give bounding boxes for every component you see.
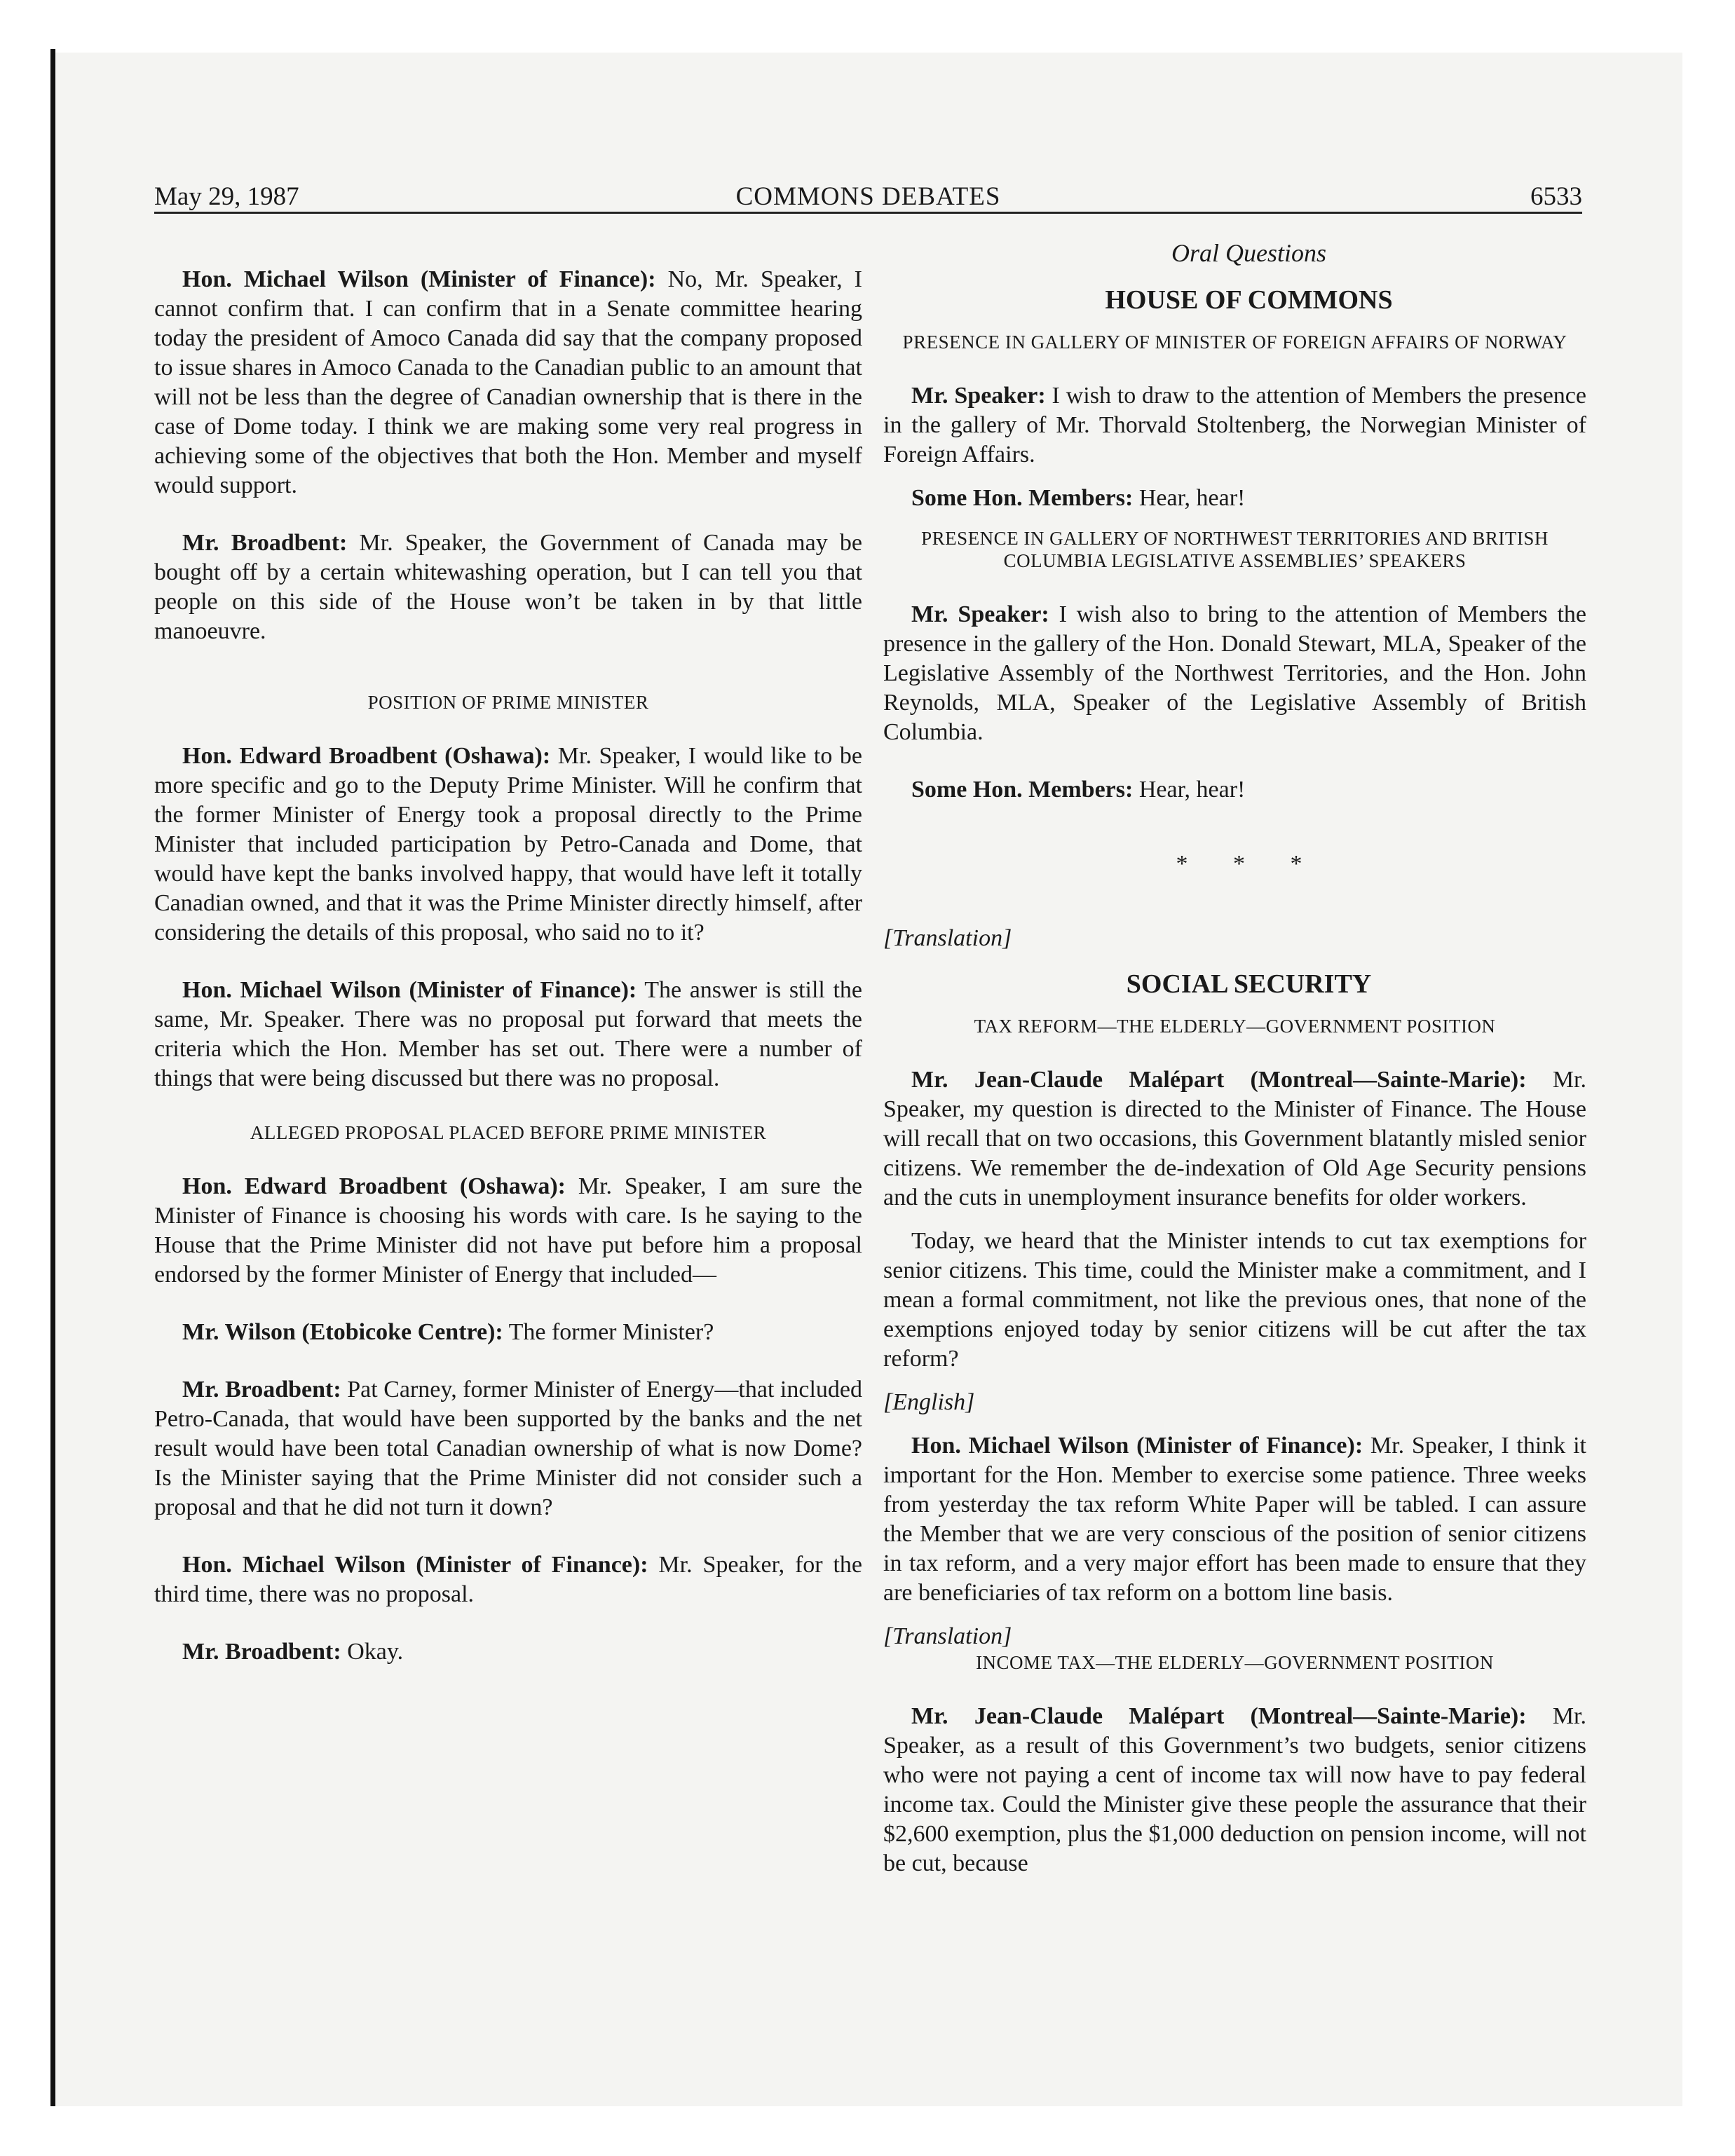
speech-paragraph xyxy=(883,484,1586,513)
speech-paragraph xyxy=(883,1065,1586,1213)
speech-text: Mr. Speaker, I am sure the Minister of Finance is choosing his words with care. Is he saying to the House that the Prime Minister did not have put before him a proposal endorsed by the former Minister of Energy that included— xyxy=(154,1173,862,1288)
right-column xyxy=(883,237,1586,1878)
speaker-name: Mr. Broadbent: xyxy=(182,1639,341,1665)
speech-paragraph xyxy=(154,976,862,1093)
speaker-name: Mr. Broadbent: xyxy=(182,530,348,556)
speech-text: Mr. Speaker, as a result of this Government’s two budgets, senior citizens who were not paying a cent of income tax will now have to pay federal income tax. Could the Minister give these people the assurance that their $2,600 exemption, plus the $1,000 deduction on pension income, will not be cut, because xyxy=(883,1703,1587,1876)
speech-text: Hear, hear! xyxy=(1133,485,1246,511)
speech-paragraph: Today, we heard that the Minister intends to cut tax exemptions for senior citizens. This time, could the Minister make a commitment, and I mean a formal commitment, not like the previous ones, that none of the exemptions enjoyed today by senior citizens will be cut after the tax reform? xyxy=(883,1228,1586,1372)
speech-paragraph xyxy=(154,742,862,948)
speaker-name: Hon. Edward Broadbent (Oshawa): xyxy=(182,1173,566,1199)
speech-text: The former Minister? xyxy=(503,1319,714,1345)
subheading: PRESENCE IN GALLERY OF NORTHWEST TERRITORIES AND BRITISH COLUMBIA LEGISLATIVE ASSEMBLIES’ SPEAKERS xyxy=(921,528,1549,571)
speech-text: Mr. Speaker, my question is directed to the Minister of Finance. The House will recall that on two occasions, this Government blatantly misled senior citizens. We remember the de-indexation of Old Age Security pensions and the cuts in unemployment insurance benefits for older workers. xyxy=(883,1067,1587,1210)
speech-paragraph xyxy=(154,1318,862,1347)
translation-tag: [Translation] xyxy=(883,1623,1012,1649)
speech-paragraph xyxy=(883,1702,1586,1878)
speaker-name: Some Hon. Members: xyxy=(911,485,1134,511)
speaker-name: Mr. Jean-Claude Malépart (Montreal—Sainte-Marie): xyxy=(911,1067,1527,1093)
speaker-name: Hon. Michael Wilson (Minister of Finance): xyxy=(182,977,637,1003)
speech-text: I wish to draw to the attention of Members the presence in the gallery of Mr. Thorvald Stoltenberg, the Norwegian Minister of Foreign Affairs. xyxy=(883,383,1586,468)
section-label: Oral Questions xyxy=(1171,239,1326,267)
speech-paragraph xyxy=(154,1172,862,1290)
speaker-name: Mr. Speaker: xyxy=(911,383,1046,409)
speech-paragraph xyxy=(154,265,862,500)
header-page-number: 6533 xyxy=(1530,182,1582,211)
speech-text: No, Mr. Speaker, I cannot confirm that. I can confirm that in a Senate committee hearing today the president of Amoco Canada did say that the company proposed to issue shares in Amoco Canada to the Canadian public to an amount that will not be less than the degree of Canadian ownership that is there in the case of Dome today. I think we are making some very real progress in achieving some of the objectives that both the Hon. Member and myself would support. xyxy=(154,266,862,498)
running-header xyxy=(154,181,1582,216)
subheading: TAX REFORM—THE ELDERLY—GOVERNMENT POSITION xyxy=(974,1016,1496,1037)
speech-text: Mr. Speaker, for the third time, there was no proposal. xyxy=(154,1552,862,1607)
header-rule xyxy=(154,212,1582,214)
section-divider-stars: * * * xyxy=(1176,851,1322,877)
header-date: May 29, 1987 xyxy=(154,182,299,211)
translation-tag: [English] xyxy=(883,1389,975,1415)
speech-paragraph xyxy=(883,1431,1586,1608)
left-column xyxy=(154,237,862,1667)
speech-text: Hear, hear! xyxy=(1133,777,1246,803)
speaker-name: Hon. Michael Wilson (Minister of Finance): xyxy=(182,266,656,292)
main-heading: SOCIAL SECURITY xyxy=(1126,969,1372,999)
subheading: POSITION OF PRIME MINISTER xyxy=(367,692,649,713)
translation-tag: [Translation] xyxy=(883,925,1012,951)
speech-paragraph xyxy=(154,528,862,646)
speaker-name: Mr. Speaker: xyxy=(911,601,1049,627)
scan-edge-shadow xyxy=(50,49,55,2106)
subheading: INCOME TAX—THE ELDERLY—GOVERNMENT POSITION xyxy=(976,1652,1494,1673)
speech-text: The answer is still the same, Mr. Speaker. There was no proposal put forward that meets the criteria which the Hon. Member has set out. There were a number of things that were being discussed but there was no proposal. xyxy=(154,977,863,1091)
subheading: PRESENCE IN GALLERY OF MINISTER OF FOREIGN AFFAIRS OF NORWAY xyxy=(902,332,1567,353)
speech-paragraph xyxy=(883,775,1586,805)
speech-text: Mr. Speaker, I would like to be more specific and go to the Deputy Prime Minister. Will he confirm that the former Minister of Energy took a proposal directly to the Prime Minister that included participation by Petro-Canada and Dome, that would have kept the banks involved happy, that would have left it totally Canadian owned, and that it was the Prime Minister directly himself, after considering the details of this proposal, who said no to it? xyxy=(154,743,862,946)
speaker-name: Some Hon. Members: xyxy=(911,777,1134,803)
speech-text: Pat Carney, former Minister of Energy—that included Petro-Canada, that would have been supported by the banks and the net result would have been total Canadian ownership of what is now Dome? Is the Minister saying that the Prime Minister did not consider such a proposal and that he did not turn it down? xyxy=(154,1377,862,1520)
speech-paragraph xyxy=(154,1375,862,1522)
main-heading: HOUSE OF COMMONS xyxy=(1105,285,1393,315)
speech-paragraph xyxy=(883,381,1586,470)
speech-text: Okay. xyxy=(341,1639,404,1665)
speech-text: Mr. Speaker, I think it important for the Hon. Member to exercise some patience. Three weeks from yesterday the tax reform White Paper will be tabled. I can assure the Member that we are very conscious of the position of senior citizens in tax reform, and a very major effort has been made to ensure that they are beneficiaries of tax reform on a bottom line basis. xyxy=(883,1433,1586,1606)
speech-paragraph xyxy=(154,1637,862,1667)
speech-text: I wish also to bring to the attention of Members the presence in the gallery of the Hon. Donald Stewart, MLA, Speaker of the Legislative Assembly of the Northwest Territories, and the Hon. John Reynolds, MLA, Speaker of the Legislative Assembly of British Columbia. xyxy=(883,601,1586,745)
header-title: COMMONS DEBATES xyxy=(735,182,1001,211)
speech-paragraph xyxy=(883,600,1586,747)
speaker-name: Hon. Edward Broadbent (Oshawa): xyxy=(182,743,551,769)
speech-text: Mr. Speaker, the Government of Canada may be bought off by a certain whitewashing operation, but I can tell you that people on this side of the House won’t be taken in by that little manoeuvre. xyxy=(154,530,862,644)
speaker-name: Mr. Wilson (Etobicoke Centre): xyxy=(182,1319,503,1345)
speaker-name: Hon. Michael Wilson (Minister of Finance): xyxy=(911,1433,1363,1459)
speaker-name: Hon. Michael Wilson (Minister of Finance): xyxy=(182,1552,648,1578)
speaker-name: Mr. Broadbent: xyxy=(182,1377,341,1403)
speech-paragraph xyxy=(154,1550,862,1609)
subheading: ALLEGED PROPOSAL PLACED BEFORE PRIME MINISTER xyxy=(250,1122,767,1143)
speaker-name: Mr. Jean-Claude Malépart (Montreal—Sainte-Marie): xyxy=(911,1703,1527,1729)
